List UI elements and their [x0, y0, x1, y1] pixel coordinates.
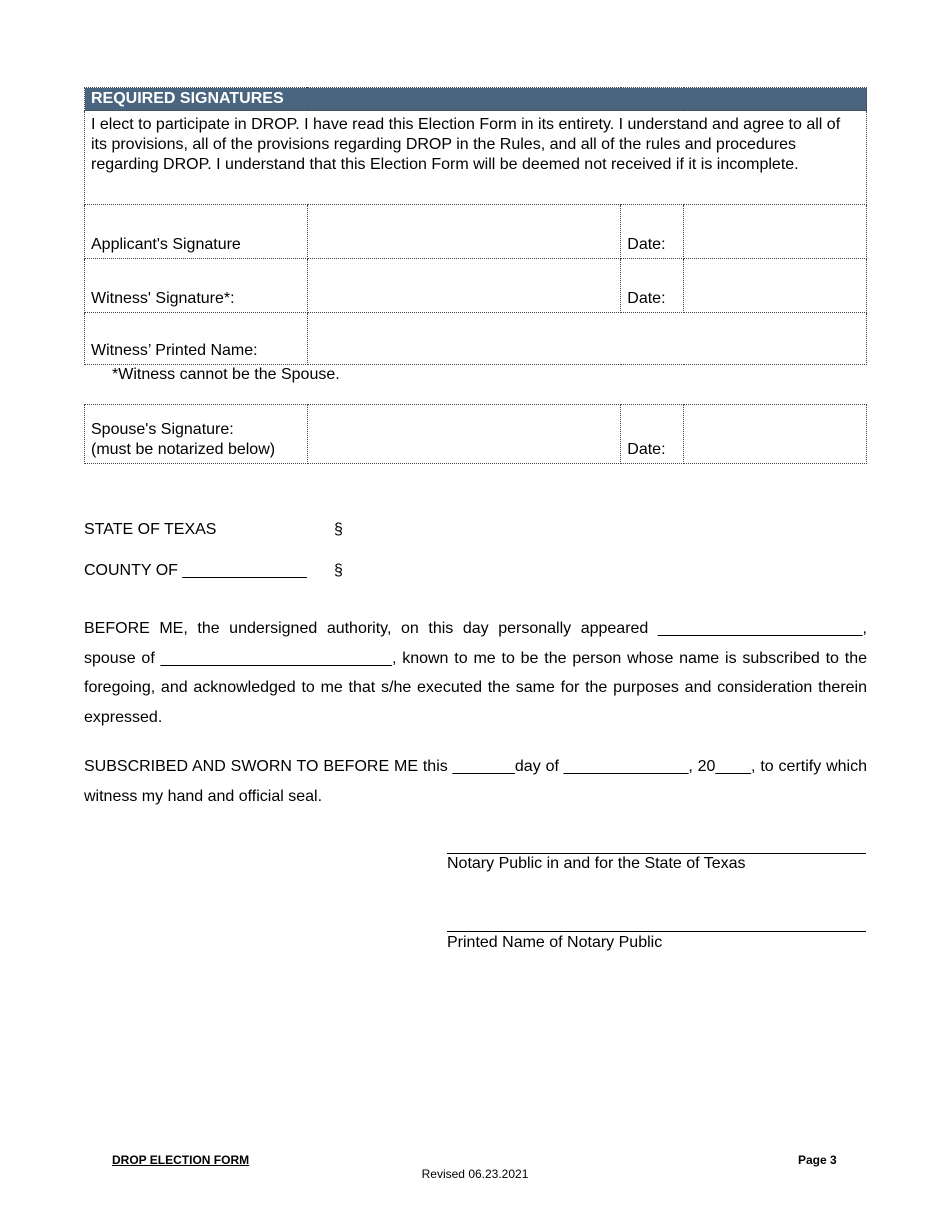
witness-date-field[interactable]	[684, 259, 867, 313]
applicant-date-label: Date:	[621, 205, 684, 259]
spouse-signature-label-line2: (must be notarized below)	[91, 441, 276, 458]
notary-printed-name-label: Printed Name of Notary Public	[447, 934, 663, 951]
spouse-date-label: Date:	[621, 405, 684, 464]
spouse-signature-label-line1: Spouse's Signature:	[91, 421, 234, 438]
applicant-date-field[interactable]	[684, 205, 867, 259]
spouse-signature-table	[84, 404, 867, 464]
subscribed-paragraph: SUBSCRIBED AND SWORN TO BEFORE ME this _______day of ______________, 20____, to certify which witness my hand and official seal.	[84, 758, 867, 805]
section-symbol-county: §	[334, 562, 343, 579]
county-label: COUNTY OF ______________	[84, 562, 307, 579]
spouse-date-field[interactable]	[684, 405, 867, 464]
section-title: REQUIRED SIGNATURES	[85, 88, 867, 111]
witness-signature-field[interactable]	[307, 259, 621, 313]
election-statement: I elect to participate in DROP. I have read this Election Form in its entirety. I understand and agree to all of its provisions, all of the provisions regarding DROP in the Rules, and all of the rules and procedures regarding DROP. I understand that this Election Form will be deemed not received if it is incomplete.	[85, 111, 867, 205]
witness-printed-name-field[interactable]	[307, 313, 866, 365]
spouse-signature-field[interactable]	[307, 405, 621, 464]
revision-date: Revised 06.23.2021	[421, 1167, 529, 1181]
witness-signature-label: Witness' Signature*:	[85, 259, 308, 313]
applicant-signature-field[interactable]	[307, 205, 621, 259]
state-label: STATE OF TEXAS	[84, 521, 217, 538]
notary-public-label: Notary Public in and for the State of Texas	[447, 855, 746, 872]
spouse-signature-label	[85, 405, 308, 464]
witness-date-label: Date:	[621, 259, 684, 313]
required-signatures-table	[84, 87, 867, 365]
section-symbol-state: §	[334, 521, 343, 538]
before-me-paragraph: BEFORE ME, the undersigned authority, on this day personally appeared _______________________, spouse of __________________________, known to me to be the person whose name is subscribed to the foregoing, and acknowledged to me that s/he executed the same for the purposes and consideration therein expressed.	[84, 620, 867, 726]
applicant-signature-label: Applicant's Signature	[85, 205, 308, 259]
witness-note: *Witness cannot be the Spouse.	[112, 366, 340, 383]
form-name: DROP ELECTION FORM	[112, 1153, 250, 1167]
notary-signature-line[interactable]	[447, 853, 866, 854]
witness-printed-name-label: Witness’ Printed Name:	[85, 313, 308, 365]
notary-printed-name-line[interactable]	[447, 931, 866, 932]
page-number: Page 3	[798, 1153, 837, 1167]
